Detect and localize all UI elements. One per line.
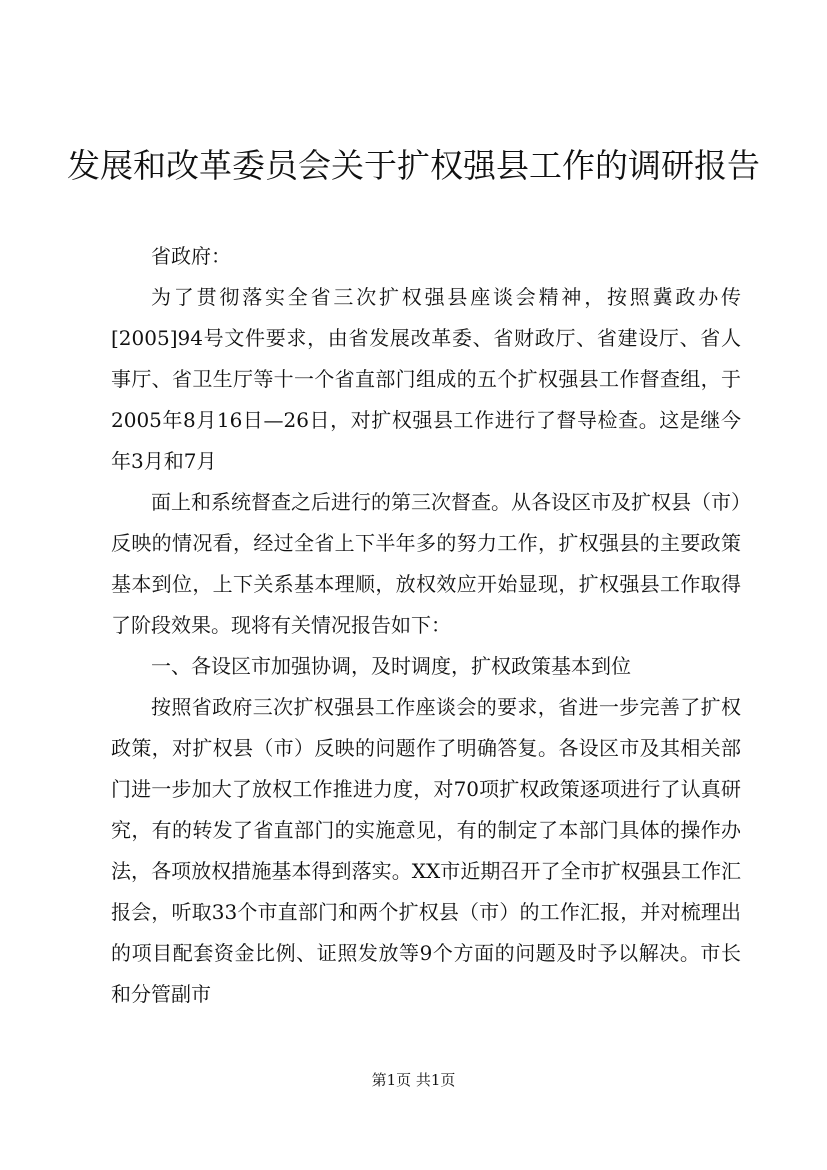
paragraph-3: 按照省政府三次扩权强县工作座谈会的要求，省进一步完善了扩权政策，对扩权县（市）反映的问题作了明确答复。各设区市及其相关部门进一步加大了放权工作推进力度，对70项扩权政策逐项进行了认真研究，有的转发了省直部门的实施意见，有的制定了本部门具体的操作办法，各项放权措施基本得到落实。XX市近期召开了全市扩权强县工作汇报会，听取33个市直部门和两个扩权县（市）的工作汇报，并对梳理出的项目配套资金比例、证照发放等9个方面的问题及时予以解决。市长和分管副市 bbox=[111, 695, 741, 1006]
salutation: 省政府： bbox=[151, 244, 231, 268]
section-heading-1: 一、各设区市加强协调，及时调度，扩权政策基本到位 bbox=[151, 654, 631, 678]
page-footer: 第1页 共1页 bbox=[371, 1071, 456, 1089]
paragraph-1: 为了贯彻落实全省三次扩权强县座谈会精神，按照冀政办传[2005]94号文件要求，由省发展改革委、省财政厅、省建设厅、省人事厅、省卫生厅等十一个省直部门组成的五个扩权强县工作督查组，于2005年8月16日—26日，对扩权强县工作进行了督导检查。这是继今年3月和7月 bbox=[111, 285, 741, 473]
paragraph-2: 面上和系统督查之后进行的第三次督查。从各设区市及扩权县（市）反映的情况看，经过全省上下半年多的努力工作，扩权强县的主要政策基本到位，上下关系基本理顺，放权效应开始显现，扩权强县工作取得了阶段效果。现将有关情况报告如下： bbox=[111, 490, 741, 637]
document-title: 发展和改革委员会关于扩权强县工作的调研报告 bbox=[67, 146, 760, 185]
document-body bbox=[111, 236, 741, 1015]
